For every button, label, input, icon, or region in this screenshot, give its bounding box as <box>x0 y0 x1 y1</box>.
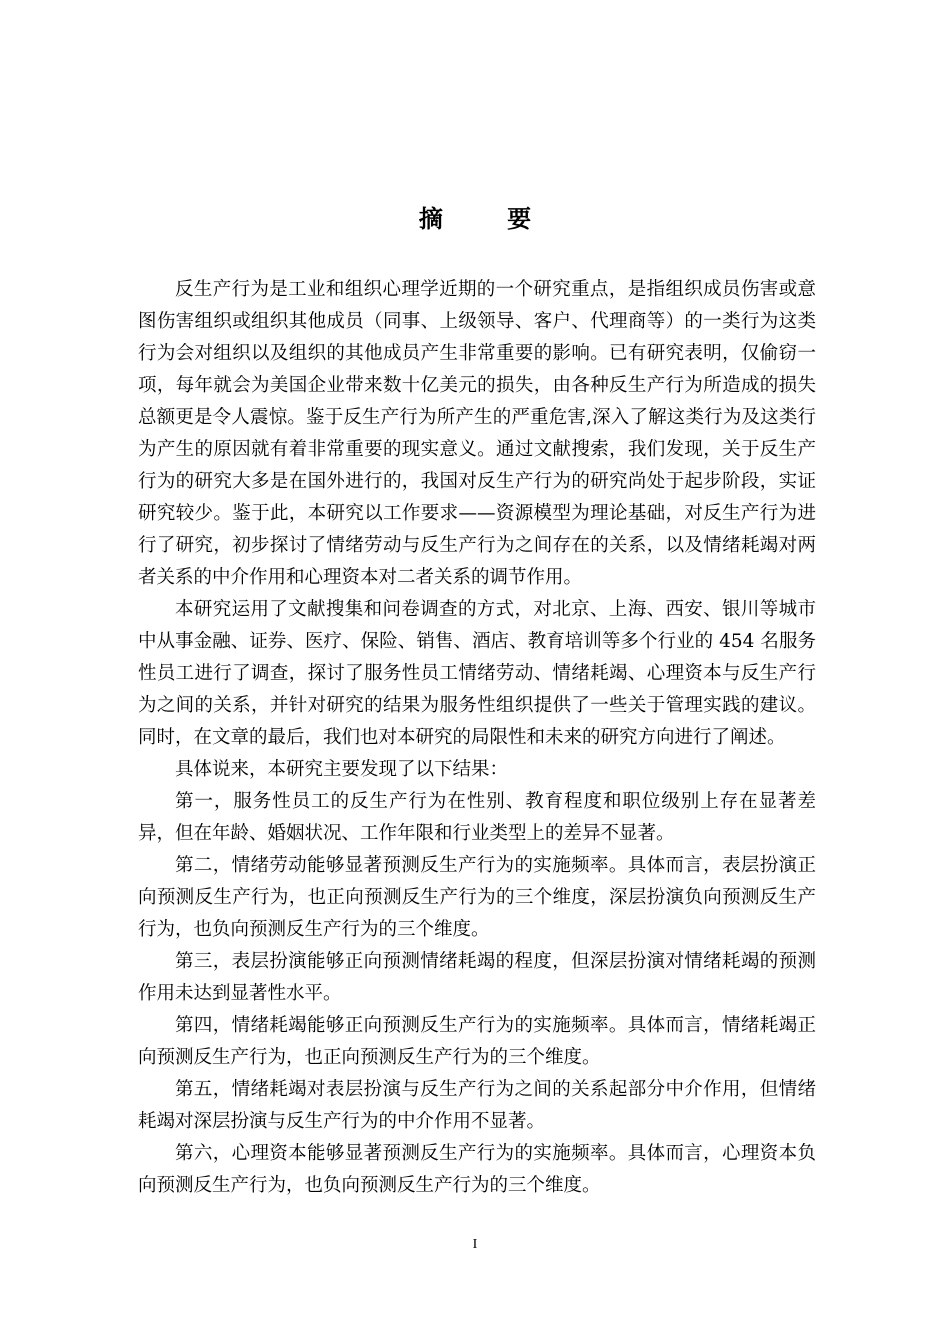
abstract-body <box>138 274 816 1202</box>
finding-1: 第一，服务性员工的反生产行为在性别、教育程度和职位级别上存在显著差异，但在年龄、婚姻状况、工作年限和行业类型上的差异不显著。 <box>138 791 816 844</box>
finding-3: 第三，表层扮演能够正向预测情绪耗竭的程度，但深层扮演对情绪耗竭的预测作用未达到显著性水平。 <box>138 951 816 1004</box>
finding-5: 第五，情绪耗竭对表层扮演与反生产行为之间的关系起部分中介作用，但情绪耗竭对深层扮演与反生产行为的中介作用不显著。 <box>138 1079 816 1132</box>
page-number: I <box>472 1237 478 1252</box>
abstract-title: 摘 要 <box>418 205 560 233</box>
abstract-paragraph-2: 本研究运用了文献搜集和问卷调查的方式，对北京、上海、西安、银川等城市中从事金融、证券、医疗、保险、销售、酒店、教育培训等多个行业的 454 名服务性员工进行了调查，探讨了服务性员工情绪劳动、情绪耗竭、心理资本与反生产行为之间的关系，并针对研究的结果为服务性组织提供了一些关于管理实践的建议。同时，在文章的最后，我们也对本研究的局限性和未来的研究方向进行了阐述。 <box>138 599 816 748</box>
finding-2: 第二，情绪劳动能够显著预测反生产行为的实施频率。具体而言，表层扮演正向预测反生产行为，也正向预测反生产行为的三个维度，深层扮演负向预测反生产行为，也负向预测反生产行为的三个维度。 <box>138 855 816 940</box>
abstract-paragraph-3: 具体说来，本研究主要发现了以下结果： <box>175 759 509 780</box>
finding-4: 第四，情绪耗竭能够正向预测反生产行为的实施频率。具体而言，情绪耗竭正向预测反生产行为，也正向预测反生产行为的三个维度。 <box>138 1015 816 1068</box>
abstract-paragraph-1: 反生产行为是工业和组织心理学近期的一个研究重点，是指组织成员伤害或意图伤害组织或组织其他成员（同事、上级领导、客户、代理商等）的一类行为这类行为会对组织以及组织的其他成员产生非常重要的影响。已有研究表明，仅偷窃一项，每年就会为美国企业带来数十亿美元的损失，由各种反生产行为所造成的损失总额更是令人震惊。鉴于反生产行为所产生的严重危害,深入了解这类行为及这类行为产生的原因就有着非常重要的现实意义。通过文献搜索，我们发现，关于反生产行为的研究大多是在国外进行的，我国对反生产行为的研究尚处于起步阶段，实证研究较少。鉴于此，本研究以工作要求——资源模型为理论基础，对反生产行为进行了研究，初步探讨了情绪劳动与反生产行为之间存在的关系，以及情绪耗竭对两者关系的中介作用和心理资本对二者关系的调节作用。 <box>138 279 816 588</box>
finding-6: 第六，心理资本能够显著预测反生产行为的实施频率。具体而言，心理资本负向预测反生产行为，也负向预测反生产行为的三个维度。 <box>138 1143 816 1196</box>
